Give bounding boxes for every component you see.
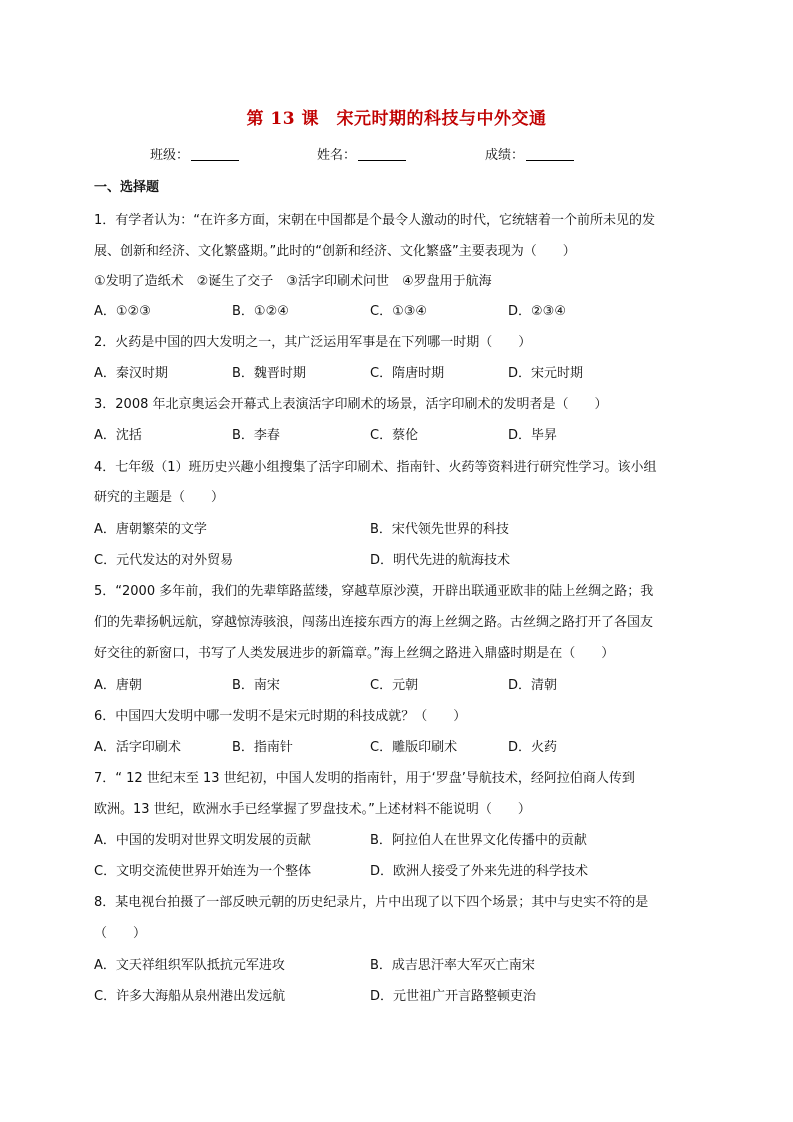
question-1-line-1: 1．有学者认为：“在许多方面，宋朝在中国都是个最令人激动的时代，它统辖着一个前所未见的发 bbox=[94, 213, 656, 228]
question-7-line-2: 欧洲。13 世纪，欧洲水手已经掌握了罗盘技术。”上述材料不能说明（ ） bbox=[94, 802, 531, 817]
page-title: 第 13 课 宋元时期的科技与中外交通 bbox=[246, 109, 547, 129]
question-1-line-2: 展、创新和经济、文化繁盛期。”此时的“创新和经济、文化繁盛”主要表现为（ ） bbox=[94, 244, 576, 259]
question-5-option-b: B．南宋 bbox=[232, 678, 280, 693]
question-2-option-b: B．魏晋时期 bbox=[232, 366, 306, 381]
question-2-line-1: 2．火药是中国的四大发明之一，其广泛运用军事是在下列哪一时期（ ） bbox=[94, 335, 532, 350]
question-6-option-d: D．火药 bbox=[508, 740, 558, 755]
question-3-option-d: D．毕昇 bbox=[508, 428, 558, 443]
question-8-option-c: C．许多大海船从泉州港出发远航 bbox=[94, 989, 286, 1004]
question-5-option-d: D．清朝 bbox=[508, 678, 558, 693]
question-1-option-c: C．①③④ bbox=[370, 304, 428, 319]
question-4-line-2: 研究的主题是（ ） bbox=[94, 490, 225, 505]
question-3-line-1: 3．2008 年北京奥运会开幕式上表演活字印刷术的场景，活字印刷术的发明者是（ ） bbox=[94, 397, 608, 412]
question-3-option-b: B．李春 bbox=[232, 428, 280, 443]
question-5-option-c: C．元朝 bbox=[370, 678, 419, 693]
question-5-option-a: A．唐朝 bbox=[94, 678, 142, 693]
score-blank bbox=[526, 147, 574, 161]
question-8-option-d: D．元世祖广开言路整顿吏治 bbox=[370, 989, 537, 1004]
question-4-line-1: 4．七年级（1）班历史兴趣小组搜集了活字印刷术、指南针、火药等资料进行研究性学习。该小组 bbox=[94, 460, 657, 475]
question-7-option-d: D．欧洲人接受了外来先进的科学技术 bbox=[370, 864, 589, 879]
question-4-option-a: A．唐朝繁荣的文学 bbox=[94, 522, 207, 537]
question-1-line-3: ①发明了造纸术 ②诞生了交子 ③活字印刷术问世 ④罗盘用于航海 bbox=[94, 274, 492, 289]
class-field bbox=[150, 144, 239, 163]
question-3-option-c: C．蔡伦 bbox=[370, 428, 419, 443]
question-5-line-2: 们的先辈扬帆远航，穿越惊涛骇浪，闯荡出连接东西方的海上丝绸之路。古丝绸之路打开了各国友 bbox=[94, 615, 654, 630]
question-4-option-c: C．元代发达的对外贸易 bbox=[94, 553, 234, 568]
name-label: 姓名： bbox=[317, 148, 357, 163]
question-2-option-d: D．宋元时期 bbox=[508, 366, 584, 381]
question-6-option-b: B．指南针 bbox=[232, 740, 293, 755]
score-field bbox=[485, 144, 574, 163]
question-8-option-b: B．成吉思汗率大军灭亡南宋 bbox=[370, 958, 535, 973]
name-field bbox=[317, 144, 406, 163]
question-4-option-d: D．明代先进的航海技术 bbox=[370, 553, 511, 568]
question-2-option-a: A．秦汉时期 bbox=[94, 366, 168, 381]
question-8-line-2: （ ） bbox=[94, 926, 147, 941]
question-6-line-1: 6．中国四大发明中哪一发明不是宋元时期的科技成就？（ ） bbox=[94, 709, 467, 724]
score-label: 成绩： bbox=[485, 148, 525, 163]
question-6-option-c: C．雕版印刷术 bbox=[370, 740, 458, 755]
question-1-option-a: A．①②③ bbox=[94, 304, 151, 319]
question-2-option-c: C．隋唐时期 bbox=[370, 366, 445, 381]
name-blank bbox=[358, 147, 406, 161]
question-8-line-1: 8．某电视台拍摄了一部反映元朝的历史纪录片，片中出现了以下四个场景；其中与史实不符的是 bbox=[94, 895, 649, 910]
question-7-line-1: 7．“ 12 世纪末至 13 世纪初，中国人发明的指南针，用于‘罗盘’导航技术，经阿拉伯商人传到 bbox=[94, 771, 635, 786]
question-4-option-b: B．宋代领先世界的科技 bbox=[370, 522, 509, 537]
question-1-option-b: B．①②④ bbox=[232, 304, 289, 319]
question-7-option-b: B．阿拉伯人在世界文化传播中的贡献 bbox=[370, 833, 587, 848]
question-7-option-a: A．中国的发明对世界文明发展的贡献 bbox=[94, 833, 311, 848]
question-3-option-a: A．沈括 bbox=[94, 428, 142, 443]
question-1-option-d: D．②③④ bbox=[508, 304, 566, 319]
question-7-option-c: C．文明交流使世界开始连为一个整体 bbox=[94, 864, 312, 879]
class-label: 班级： bbox=[150, 148, 190, 163]
question-5-line-3: 好交往的新窗口，书写了人类发展进步的新篇章。”海上丝绸之路进入鼎盛时期是在（ ） bbox=[94, 646, 615, 661]
class-blank bbox=[191, 147, 239, 161]
section-heading: 一、选择题 bbox=[94, 180, 160, 195]
question-8-option-a: A．文天祥组织军队抵抗元军进攻 bbox=[94, 958, 285, 973]
question-5-line-1: 5．“2000 多年前，我们的先辈筚路蓝缕，穿越草原沙漠，开辟出联通亚欧非的陆上丝绸之路；我 bbox=[94, 584, 654, 599]
question-6-option-a: A．活字印刷术 bbox=[94, 740, 181, 755]
